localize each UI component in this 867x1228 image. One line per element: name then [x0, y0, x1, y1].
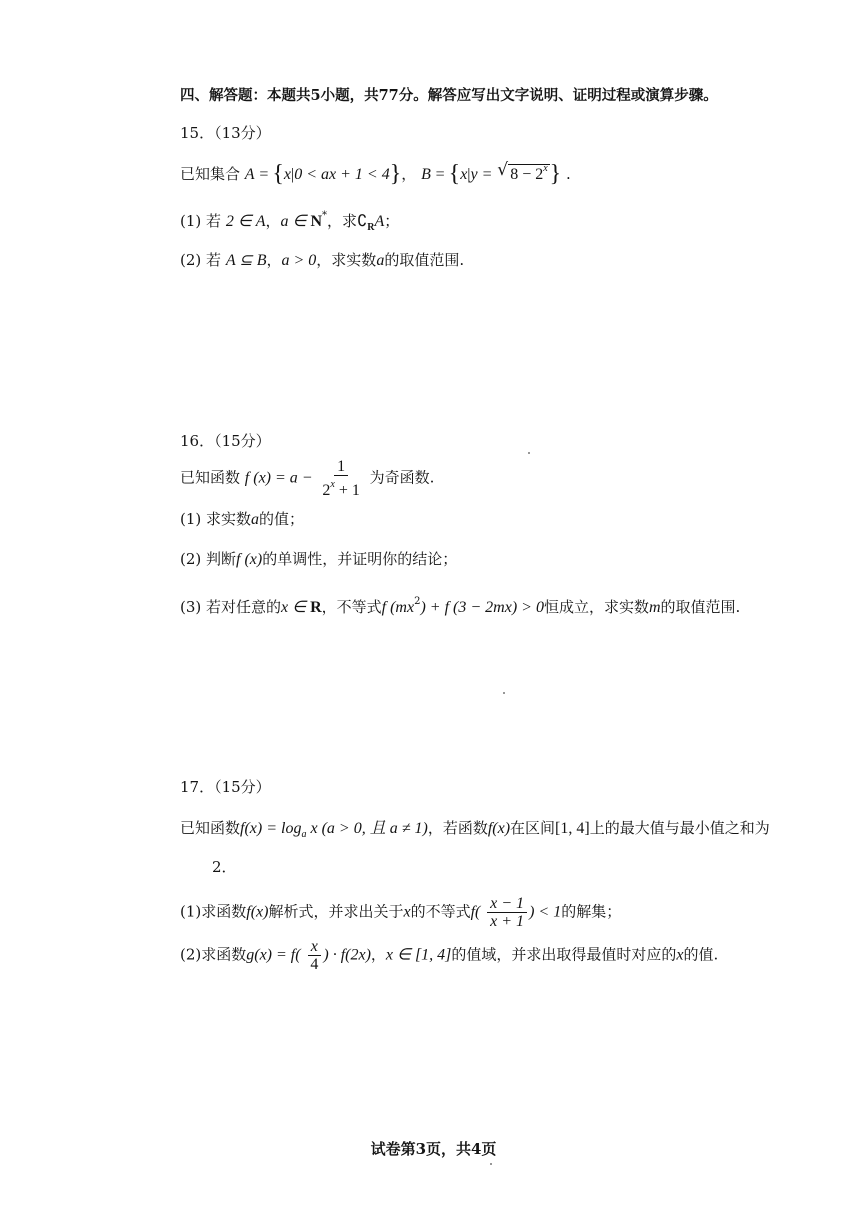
q16-part3: (3) 若对任意的x ∈ R，不等式f $(mx^2) + f$ (3 − 2mx) > 0恒成立，求实数m的取值范围. — [180, 596, 741, 616]
q15-header: 15．（13分） — [180, 124, 271, 142]
scan-speck — [503, 692, 505, 694]
q15-stem-end: . — [565, 165, 571, 183]
q17-stem-value: 2． — [212, 858, 237, 876]
section-title: 四、解答题：本题共5小题，共77分。解答应写出文字说明、证明过程或演算步骤。 — [180, 87, 718, 104]
q17-part1: (1)求函数f(x)解析式，并求出关于x的不等式f( $\frac{x - 1}{x + 1}$ ) < 1的解集； — [180, 895, 622, 930]
page-footer: 试卷第3页，共4页 — [370, 1140, 497, 1158]
q15-part1: (1) 若 2 ∈ A，a ∈ N*，求$∁_RA$； — [180, 210, 400, 233]
q15-stem: 已知集合 A = {x|0 < ax + 1 < 4}， B = {x|y = √ $8 - 2^x$} . — [180, 160, 571, 187]
q15-sqrt: √ $8 - 2^x$ — [497, 160, 548, 183]
q15-stem-prefix: 已知集合 — [180, 165, 241, 183]
q16-fraction: $\frac{1}{2^x + 1}$ — [322, 458, 360, 499]
scan-speck — [490, 1163, 492, 1165]
q17-part2: (2)求函数g(x) = f( $\frac{x}{4}$ ) · f(2x)，x ∈ [1, 4]的值域，并求出取得最值时对应的x的值. — [180, 938, 719, 973]
q16-part1: (1) 求实数a的值； — [180, 510, 305, 528]
q15-set-a: A — [244, 166, 255, 183]
q15-part2: (2) 若 A ⊆ B，a > 0，求实数a的取值范围. — [180, 251, 465, 269]
q16-stem: 已知函数 f (x) = a − $\frac{1}{2^x + 1}$ 为奇函数. — [180, 458, 435, 499]
scan-speck — [528, 452, 530, 454]
q15-set-a-cond: 0 < ax + 1 < 4 — [294, 166, 390, 183]
q17-header: 17．（15分） — [180, 778, 271, 796]
q17-part1-fraction: $\frac{x - 1}{x + 1}$ — [487, 895, 527, 930]
q17-part2-fraction: $\frac{x}{4}$ — [307, 938, 321, 973]
q16-part2: (2) 判断f (x)的单调性，并证明你的结论； — [180, 550, 458, 568]
q16-header: 16．（15分） — [180, 432, 271, 450]
q17-stem: 已知函数$f(x) = \log_a x$ (a > 0, 且 a ≠ 1)，若函数f(x)在区间[1, 4]上的最大值与最小值之和为 — [180, 819, 770, 840]
q15-set-b: B — [421, 166, 431, 183]
q15-set-b-cond: y = — [470, 166, 493, 183]
